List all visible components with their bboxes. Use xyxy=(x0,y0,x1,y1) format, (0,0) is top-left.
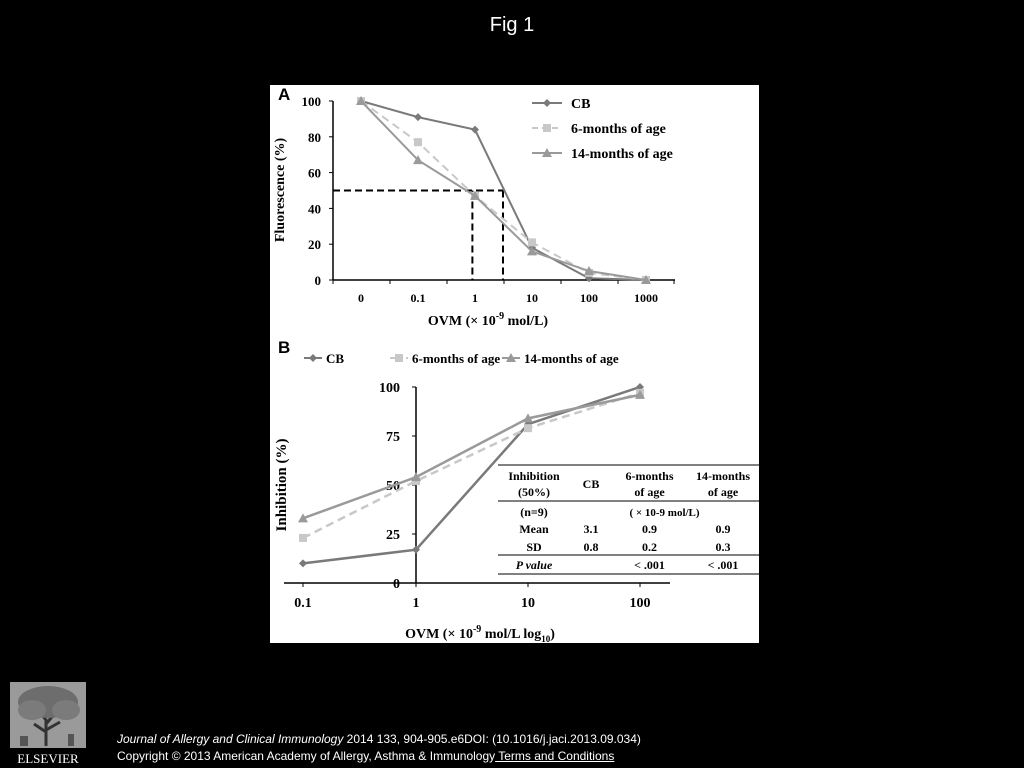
panel-b-letter: B xyxy=(278,338,291,357)
slide-title: Fig 1 xyxy=(489,14,535,36)
panel-a-x-label xyxy=(428,311,548,329)
panel-b-x-label-part: -9 xyxy=(472,624,482,635)
panel-a-x-tick-label: 0.1 xyxy=(410,291,426,305)
panel-b-table-header-cell: Inhibition xyxy=(508,469,560,483)
figure-panel xyxy=(270,85,759,643)
panel-b-y-tick-label: 100 xyxy=(379,381,400,396)
panel-a-series-6-months-point xyxy=(414,138,422,146)
panel-a-series-cb-point xyxy=(414,113,422,121)
panel-a-series-cb-point xyxy=(471,126,479,134)
panel-b-x-label-part: 10 xyxy=(541,634,551,643)
panel-b-legend-6-months-label: 6-months of age xyxy=(412,351,501,366)
panel-b-legend-6-months-marker xyxy=(395,354,403,362)
panel-a-ic50-reference-lines xyxy=(333,191,503,281)
panel-a-x-label-part: OVM ( xyxy=(427,314,471,329)
panel-b-legend-14-months-label: 14-months of age xyxy=(524,351,619,366)
panel-b-table-cell: Mean xyxy=(519,522,549,536)
panel-a-x-tick-label: 100 xyxy=(580,291,598,305)
panel-a-series-6-months-point xyxy=(528,238,536,246)
panel-b-table-cell: 0.9 xyxy=(715,522,731,536)
elsevier-logo xyxy=(8,680,88,766)
panel-b-x-label xyxy=(405,624,555,643)
panel-a-legend-cb-marker xyxy=(543,99,551,107)
panel-b-x-label-part: OVM ( xyxy=(405,627,448,642)
panel-b-table-cell: 0.8 xyxy=(583,540,599,554)
panel-b-y-label: Inhibition (%) xyxy=(274,438,290,532)
panel-b-x-tick-label: 10 xyxy=(521,596,535,611)
panel-a-letter: A xyxy=(278,85,291,104)
panel-b-y-tick-label: 0 xyxy=(393,577,400,592)
panel-b-table-cell: (n=9) xyxy=(520,505,548,519)
panel-b-y-tick-label: 50 xyxy=(386,479,400,494)
panel-b-table-cell: < .001 xyxy=(634,558,665,572)
panel-b-x-tick-label: 0.1 xyxy=(294,596,312,611)
panel-a-x-label-part: mol/L) xyxy=(504,314,549,329)
citation-block xyxy=(117,731,641,765)
panel-b-legend-cb-marker xyxy=(309,354,317,362)
panel-b-y-tick-label: 25 xyxy=(386,528,400,543)
copyright-text: Copyright © 2013 American Academy of Allergy, Asthma & Immunology xyxy=(117,749,496,763)
panel-b-table-cell: SD xyxy=(526,540,542,554)
panel-b-table-header-cell: of age xyxy=(634,485,665,499)
journal-name: Journal of Allergy and Clinical Immunology xyxy=(117,732,344,746)
panel-a-x-tick-label: 1000 xyxy=(634,291,658,305)
panel-b-y-tick-label: 75 xyxy=(386,430,400,445)
panel-b-series-6-months-point xyxy=(524,424,532,432)
citation-details: 2014 133, 904-905.e6DOI: (10.1016/j.jaci.2013.09.034) xyxy=(343,732,641,746)
panel-a-x-tick-label: 10 xyxy=(526,291,538,305)
panel-b-table-cell: 0.2 xyxy=(642,540,657,554)
panel-b-table-header-cell: CB xyxy=(582,477,600,491)
copyright-line xyxy=(117,748,641,765)
panel-b-series-6-months-point xyxy=(299,534,307,542)
panel-b-x-label-part: × 10 xyxy=(447,627,473,642)
panel-b-series-cb-point xyxy=(299,559,307,567)
panel-b-x-tick-label: 100 xyxy=(629,596,651,611)
figure-svg xyxy=(270,85,759,643)
panel-a-x-tick-label: 1 xyxy=(472,291,478,305)
panel-b-x-label-part: mol/L log xyxy=(481,627,542,642)
panel-b-table-header-cell: 6-months xyxy=(625,469,674,483)
panel-a-y-tick-label: 100 xyxy=(301,94,321,109)
panel-a-y-tick-label: 40 xyxy=(308,201,321,217)
panel-a-legend-cb-label: CB xyxy=(571,97,591,112)
panel-a-y-tick-label: 60 xyxy=(308,165,321,181)
panel-a-y-tick-label: 0 xyxy=(314,273,321,288)
panel-a-legend-6-months-label: 6-months of age xyxy=(571,122,666,137)
panel-b-x-tick-label: 1 xyxy=(412,596,420,611)
panel-b-x-label-part: ) xyxy=(550,627,555,642)
panel-b-table-header-cell: (50%) xyxy=(518,485,550,499)
panel-a-y-label: Fluorescence (%) xyxy=(273,137,288,243)
panel-b-table-cell: 0.9 xyxy=(642,522,657,536)
terms-link[interactable]: Terms and Conditions xyxy=(495,749,615,763)
citation-line xyxy=(117,731,641,748)
logo-text: ELSEVIER xyxy=(17,751,79,766)
panel-b-legend-cb-label: CB xyxy=(326,351,345,366)
panel-b-table-header-cell: 14-months xyxy=(695,469,751,483)
panel-b-table-cell: P value xyxy=(515,558,553,572)
panel-a-x-tick-label: 0 xyxy=(358,291,364,305)
panel-a-legend-6-months-marker xyxy=(543,124,551,132)
panel-a-y-tick-label: 20 xyxy=(308,237,321,253)
panel-a-legend-14-months-label: 14-months of age xyxy=(571,147,673,162)
panel-a-y-tick-label: 80 xyxy=(308,129,321,145)
panel-b-table-cell: 3.1 xyxy=(583,522,599,536)
panel-a-x-label-part: × 10 xyxy=(470,314,496,329)
panel-b-table-unit-cell: ( × 10-9 mol/L) xyxy=(629,507,700,519)
panel-b-table-cell: 0.3 xyxy=(715,540,731,554)
panel-b-table-cell: < .001 xyxy=(707,558,739,572)
panel-a-x-label-part: -9 xyxy=(495,311,505,322)
panel-b-table-header-cell: of age xyxy=(707,485,739,499)
